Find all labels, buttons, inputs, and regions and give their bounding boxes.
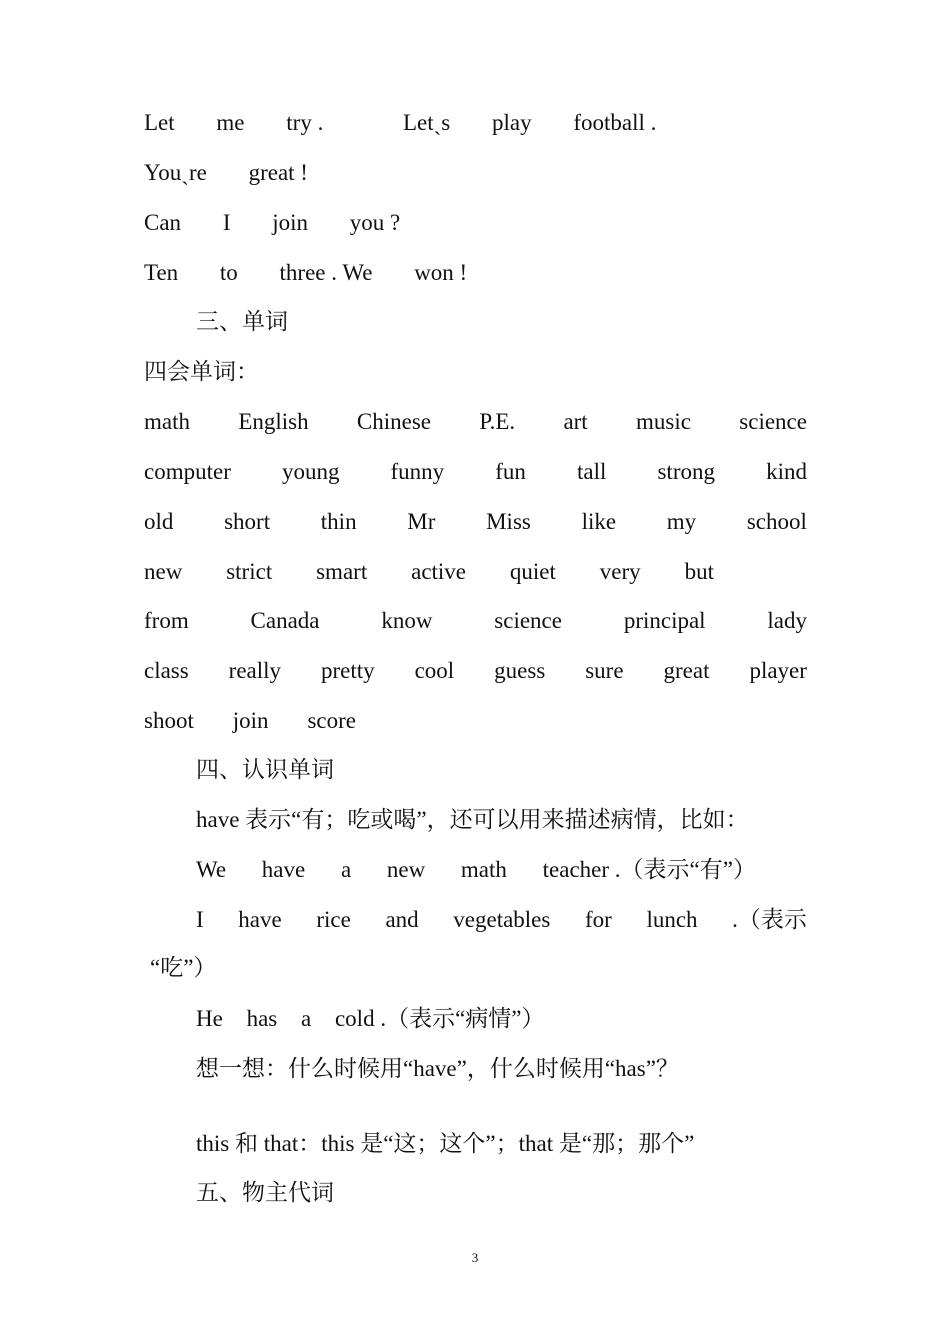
word: tall	[577, 459, 607, 484]
dialogue-line-1	[144, 108, 323, 138]
word: join	[272, 210, 309, 235]
word: quiet	[509, 559, 556, 584]
word: have	[238, 907, 282, 932]
word: science	[494, 608, 562, 633]
word: player	[749, 658, 807, 683]
word: me	[216, 110, 245, 135]
word-row-6	[144, 656, 807, 686]
word: strict	[226, 559, 273, 584]
word: P.E.	[479, 409, 516, 434]
word: principal	[623, 608, 706, 633]
word: active	[411, 559, 467, 584]
word: Letˏs	[403, 110, 451, 135]
example-sentence-2	[196, 905, 807, 935]
word: We	[196, 857, 227, 882]
word: won !	[414, 260, 468, 285]
word: class	[144, 658, 189, 683]
word: art	[563, 409, 588, 434]
word: I	[196, 907, 204, 932]
word: sure	[585, 658, 624, 683]
dialogue-line-2	[403, 108, 656, 138]
word: for	[584, 907, 612, 932]
word: young	[281, 459, 340, 484]
word: school	[746, 509, 807, 534]
word: .（表示	[732, 907, 807, 932]
word: strong	[657, 459, 715, 484]
word: rice	[316, 907, 351, 932]
word: fun	[495, 459, 526, 484]
have-intro: have 表示“有；吃或喝”，还可以用来描述病情，比如：	[196, 807, 749, 832]
word: a	[340, 857, 352, 882]
word: guess	[494, 658, 546, 683]
word: like	[581, 509, 617, 534]
word: a	[301, 1006, 312, 1031]
word: Miss	[486, 509, 531, 534]
word: football .	[573, 110, 657, 135]
example-sentence-2-continued: “吃”）	[150, 955, 217, 980]
word: funny	[390, 459, 445, 484]
four-skill-label: 四会单词：	[144, 359, 259, 384]
word: three . We	[279, 260, 373, 285]
section-heading: 五、物主代词	[196, 1180, 334, 1205]
word: computer	[144, 459, 231, 484]
page-number: 3	[471, 1250, 479, 1265]
word: play	[492, 110, 532, 135]
think-question: 想一想：什么时候用“have”，什么时候用“has”？	[196, 1056, 679, 1081]
word: new	[386, 857, 426, 882]
word: teacher .	[542, 857, 621, 882]
word: I	[222, 210, 231, 235]
word: math	[144, 409, 190, 434]
word-row-1	[144, 407, 807, 437]
word: English	[238, 409, 309, 434]
word: try .	[286, 110, 324, 135]
word: and	[385, 907, 419, 932]
this-that-note: this 和 that：this 是“这；这个”；that 是“那；那个”	[196, 1131, 695, 1156]
word: kind	[766, 459, 807, 484]
word-row-2	[144, 457, 807, 487]
example-sentence-3	[196, 1004, 545, 1034]
dialogue-line-3	[144, 158, 308, 188]
word: very	[599, 559, 641, 584]
word: smart	[316, 559, 368, 584]
word: Can	[144, 210, 182, 235]
word: Mr	[407, 509, 436, 534]
word: my	[666, 509, 697, 534]
word: Let	[144, 110, 175, 135]
dialogue-line-5	[144, 258, 467, 288]
word-row-5	[144, 606, 807, 636]
word: but	[684, 559, 714, 584]
word: science	[739, 409, 807, 434]
word: know	[381, 608, 433, 633]
word: to	[219, 260, 238, 285]
word-row-7	[144, 706, 356, 736]
word: have	[261, 857, 306, 882]
word: from	[144, 608, 189, 633]
section-heading: 三、单词	[196, 309, 288, 334]
word: has	[246, 1006, 278, 1031]
word: great !	[248, 160, 308, 185]
example-note: （表示“有”）	[620, 857, 756, 882]
example-sentence-1	[196, 855, 756, 885]
word: old	[144, 509, 174, 534]
word: music	[636, 409, 691, 434]
section-heading: 四、认识单词	[196, 757, 334, 782]
word-row-4	[144, 557, 714, 587]
word: lunch	[646, 907, 698, 932]
word: pretty	[320, 658, 375, 683]
word: cool	[414, 658, 455, 683]
example-note: （表示“病情”）	[386, 1006, 545, 1031]
word: you ?	[349, 210, 401, 235]
word: Ten	[144, 260, 179, 285]
dialogue-line-4	[144, 208, 400, 238]
word: short	[224, 509, 271, 534]
word: Youˏre	[144, 160, 207, 185]
word: math	[460, 857, 507, 882]
word: join	[232, 708, 269, 733]
word: score	[307, 708, 356, 733]
word: He	[196, 1006, 223, 1031]
word: cold .	[334, 1006, 387, 1031]
word: great	[663, 658, 710, 683]
word: new	[144, 559, 183, 584]
word: Chinese	[356, 409, 432, 434]
word: vegetables	[453, 907, 551, 932]
word-row-3	[144, 507, 807, 537]
word: shoot	[144, 708, 194, 733]
word: thin	[320, 509, 357, 534]
word: lady	[767, 608, 807, 633]
word: Canada	[250, 608, 320, 633]
word: really	[228, 658, 282, 683]
